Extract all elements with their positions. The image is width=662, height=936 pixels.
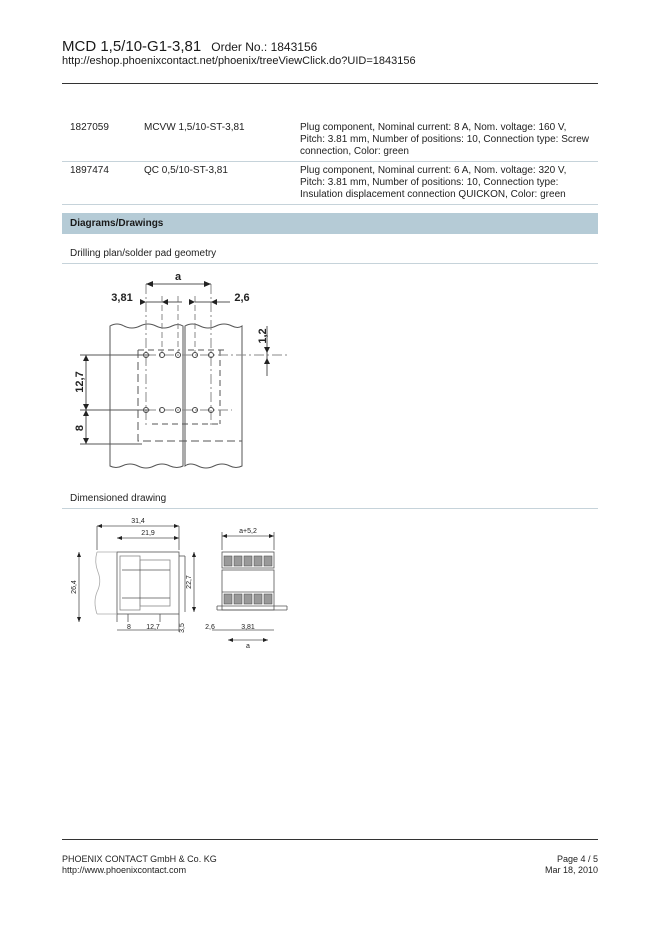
dim-a-label: a: [174, 271, 182, 283]
bottom-a-label: 8: [127, 624, 131, 631]
description-cell: [300, 165, 590, 201]
table-row: [62, 122, 598, 158]
front-pitch-label: 3,81: [241, 624, 255, 631]
product-name: MCD 1,5/10-G1-3,81: [62, 38, 202, 55]
bottom-c-label: 3,5: [179, 623, 186, 633]
front-top-label: a+5,2: [239, 528, 257, 535]
caption-divider: [62, 263, 598, 264]
type-cell: MCVW 1,5/10-ST-3,81: [144, 122, 245, 133]
footer-company: PHOENIX CONTACT GmbH & Co. KG: [62, 854, 217, 864]
footer-divider: [62, 839, 598, 840]
drilling-plan-drawing: [62, 266, 302, 476]
dim-right-label: 2,6: [234, 292, 250, 304]
header-divider: [62, 83, 598, 84]
type-cell: QC 0,5/10-ST-3,81: [144, 165, 228, 176]
width-total-label: 31,4: [131, 518, 145, 525]
page-title: [62, 38, 317, 55]
description-line: Pitch: 3.81 mm, Number of positions: 10, Connection type:: [300, 177, 559, 188]
footer-date: Mar 18, 2010: [544, 865, 598, 875]
description-line: Pitch: 3.81 mm, Number of positions: 10, Connection type: Screw: [300, 134, 590, 145]
table-row: [62, 165, 598, 201]
footer-page: Page 4 / 5: [556, 854, 598, 864]
dim-row-label: 12,7: [74, 371, 86, 393]
dimensioned-caption: Dimensioned drawing: [70, 493, 167, 504]
drilling-caption: Drilling plan/solder pad geometry: [70, 248, 217, 259]
section-title: Diagrams/Drawings: [70, 218, 164, 229]
description-cell: [300, 122, 590, 158]
bottom-b-label: 12,7: [146, 624, 160, 631]
caption-divider: [62, 508, 598, 509]
description-line: Insulation displacement connection QUICKON, Color: green: [300, 189, 566, 200]
width-inner-label: 21,9: [141, 530, 155, 537]
height-total-label: 26,4: [71, 580, 78, 594]
front-left-label: 2,6: [205, 624, 215, 631]
product-url[interactable]: http://eshop.phoenixcontact.net/phoenix/treeViewClick.do?UID=1843156: [62, 55, 416, 67]
footer-website[interactable]: http://www.phoenixcontact.com: [62, 865, 187, 875]
row-divider: [62, 204, 598, 205]
description-line: connection, Color: green: [300, 146, 409, 157]
order-number: Order No.: 1843156: [211, 40, 318, 54]
row-divider: [62, 161, 598, 162]
height-inner-label: 22,7: [186, 575, 193, 589]
order-no-cell: 1897474: [70, 165, 109, 176]
dim-bottom-label: 8: [74, 424, 86, 432]
front-a-label: a: [246, 643, 250, 650]
order-no-cell: 1827059: [70, 122, 109, 133]
section-header: [62, 213, 598, 234]
dim-pitch-label: 3,81: [111, 292, 133, 304]
description-line: Plug component, Nominal current: 6 A, Nom. voltage: 320 V,: [300, 165, 567, 176]
description-line: Plug component, Nominal current: 8 A, Nom. voltage: 160 V,: [300, 122, 567, 133]
dimensioned-drawing: [62, 512, 302, 652]
dim-hole-label: 1,2: [257, 328, 269, 344]
